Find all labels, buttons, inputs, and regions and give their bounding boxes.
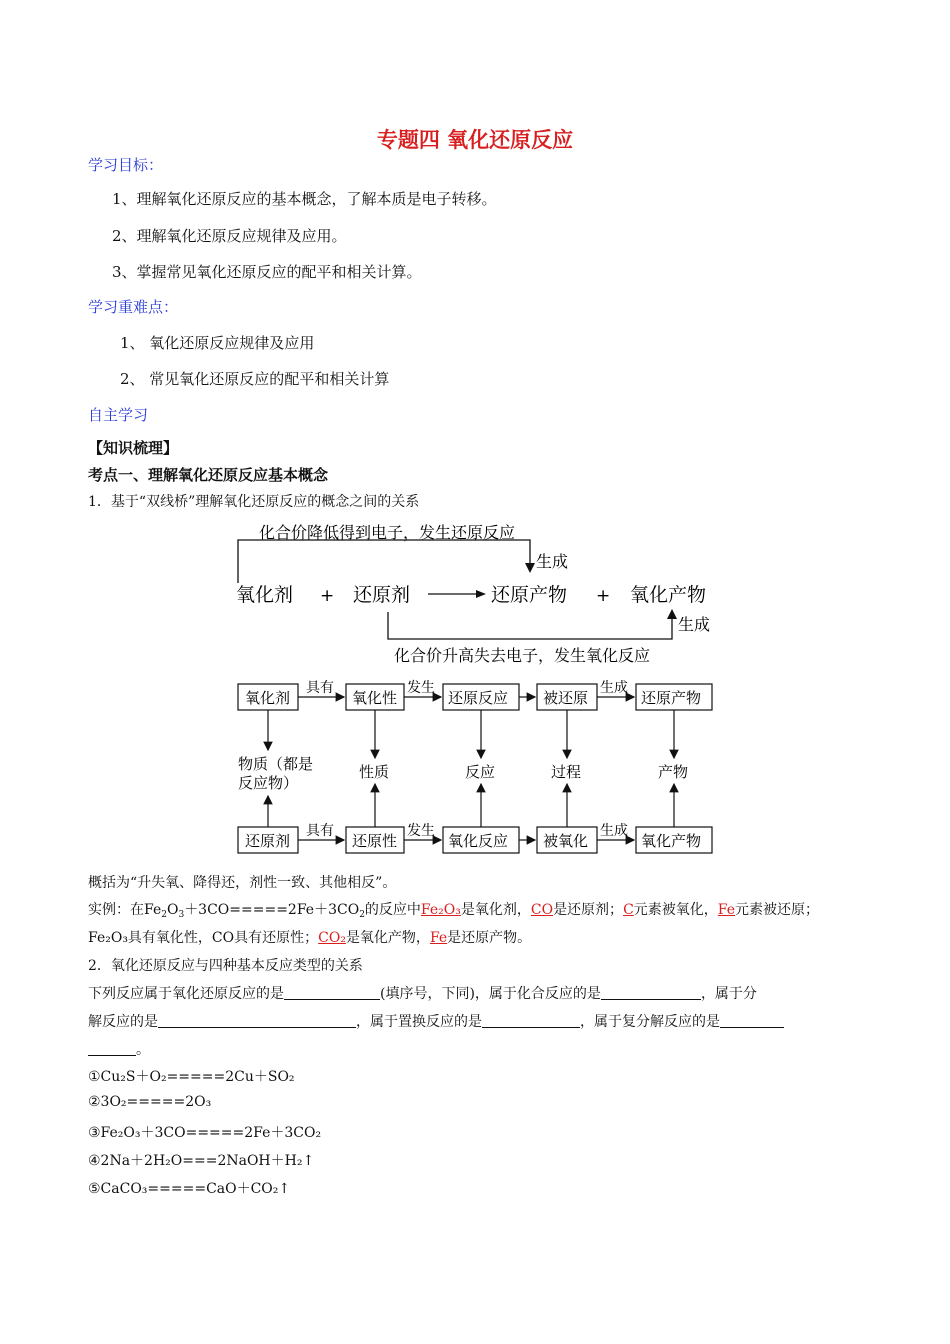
- label-reactant: 反应物）: [238, 774, 299, 792]
- term-reductant: 还原剂: [353, 584, 411, 606]
- knowledge-heading: 【知识梳理】: [88, 439, 179, 457]
- answer-reductant: CO: [530, 902, 554, 918]
- box-oxidation-product: 氧化产物: [641, 832, 702, 850]
- concept-relation-diagram: [230, 672, 720, 862]
- label-reaction: 反应: [465, 763, 496, 781]
- question-line-1: 下列反应属于氧化还原反应的是 (填序号，下同)，属于化合反应的是 ，属于分: [88, 986, 757, 1002]
- summary-line: 概括为“升失氧、降得还，剂性一致、其他相反”。: [88, 875, 397, 891]
- box-reduction-product: 还原产物: [641, 689, 702, 707]
- example-line-1: 实例：在$Fe_2O_3+3CO=====2Fe+3CO_2$的反应中Fe₂O₃是氧化剂，CO是还原剂；C元素被氧化，Fe元素被还原；: [88, 902, 820, 920]
- label-product: 产物: [658, 763, 689, 781]
- answer-blank[interactable]: [601, 985, 701, 1000]
- double-bridge-diagram: [220, 515, 730, 670]
- box-oxidant: 氧化剂: [245, 689, 291, 707]
- point1-heading: 考点一、理解氧化还原反应基本概念: [88, 466, 329, 484]
- label-process: 过程: [551, 763, 582, 781]
- page-title: 专题四 氧化还原反应: [376, 127, 574, 152]
- answer-reduction-product: Fe: [429, 930, 448, 946]
- term-oxidant: 氧化剂: [236, 584, 294, 606]
- arrow-label-have: 具有: [306, 680, 334, 696]
- answer-blank[interactable]: [158, 1013, 356, 1028]
- question-line-2: 解反应的是 ，属于置换反应的是 ，属于复分解反应的是: [88, 1011, 784, 1031]
- reaction-item: ⑤CaCO₃=====CaO＋CO₂↑: [88, 1181, 291, 1197]
- key-points-heading: 学习重难点：: [88, 298, 179, 316]
- reaction-item: ①Cu₂S＋O₂=====2Cu＋SO₂: [88, 1069, 295, 1085]
- bottom-label: 化合价升高失去电子，发生氧化反应: [394, 646, 651, 665]
- label-substance: 物质（都是: [238, 755, 314, 773]
- box-oxidizing-property: 氧化性: [352, 689, 398, 707]
- arrow-label-generate: 生成: [600, 823, 628, 839]
- term-oxidation-product: 氧化产物: [630, 584, 707, 606]
- section1-title: 1．基于“双线桥”理解氧化还原反应的概念之间的关系: [88, 494, 420, 510]
- term-reduction-product: 还原产物: [491, 584, 568, 606]
- answer-blank[interactable]: [88, 1041, 136, 1056]
- gen-label-2: 生成: [678, 615, 711, 634]
- arrow-label-generate: 生成: [600, 680, 628, 696]
- objective-item: 1、理解氧化还原反应的基本概念，了解本质是电子转移。: [112, 190, 497, 208]
- top-label: 化合价降低得到电子，发生还原反应: [259, 523, 516, 542]
- arrow-label-have: 具有: [306, 823, 334, 839]
- plus-sign: +: [596, 586, 611, 606]
- answer-reduced-element: Fe: [717, 902, 736, 918]
- example-line-2: Fe₂O₃具有氧化性，CO具有还原性；CO₂是氧化产物，Fe是还原产物。: [88, 930, 532, 946]
- arrow-label-undergo: 发生: [407, 823, 435, 839]
- key-point-item: 1、 氧化还原反应规律及应用: [120, 334, 315, 352]
- objective-item: 3、掌握常见氧化还原反应的配平和相关计算。: [112, 263, 422, 281]
- box-oxidation-reaction: 氧化反应: [448, 832, 509, 850]
- box-reduced: 被还原: [543, 689, 589, 707]
- answer-oxidation-product: CO₂: [318, 930, 346, 946]
- box-reduction-reaction: 还原反应: [448, 689, 509, 707]
- objective-item: 2、理解氧化还原反应规律及应用。: [112, 227, 347, 245]
- section2-title: 2．氧化还原反应与四种基本反应类型的关系: [88, 958, 363, 974]
- gen-label-1: 生成: [536, 552, 569, 571]
- reaction-item: ②3O₂=====2O₃: [88, 1094, 212, 1110]
- question-line-3: 。: [88, 1039, 150, 1059]
- reaction-item: ④2Na＋2H₂O===2NaOH＋H₂↑: [88, 1153, 315, 1169]
- key-point-item: 2、 常见氧化还原反应的配平和相关计算: [120, 370, 390, 388]
- arrow-label-undergo: 发生: [407, 680, 435, 696]
- box-reductant: 还原剂: [245, 832, 291, 850]
- answer-blank[interactable]: [720, 1013, 784, 1028]
- plus-sign: +: [320, 586, 335, 606]
- answer-blank[interactable]: [482, 1013, 580, 1028]
- answer-oxidized-element: C: [623, 902, 634, 918]
- self-study-heading: 自主学习: [88, 406, 149, 424]
- box-reducing-property: 还原性: [352, 832, 398, 850]
- answer-oxidant: Fe₂O₃: [420, 902, 461, 918]
- reaction-item: ③Fe₂O₃＋3CO=====2Fe＋3CO₂: [88, 1125, 322, 1141]
- answer-blank[interactable]: [284, 985, 380, 1000]
- objectives-heading: 学习目标：: [88, 156, 164, 174]
- label-property: 性质: [359, 763, 390, 781]
- box-oxidized: 被氧化: [543, 832, 589, 850]
